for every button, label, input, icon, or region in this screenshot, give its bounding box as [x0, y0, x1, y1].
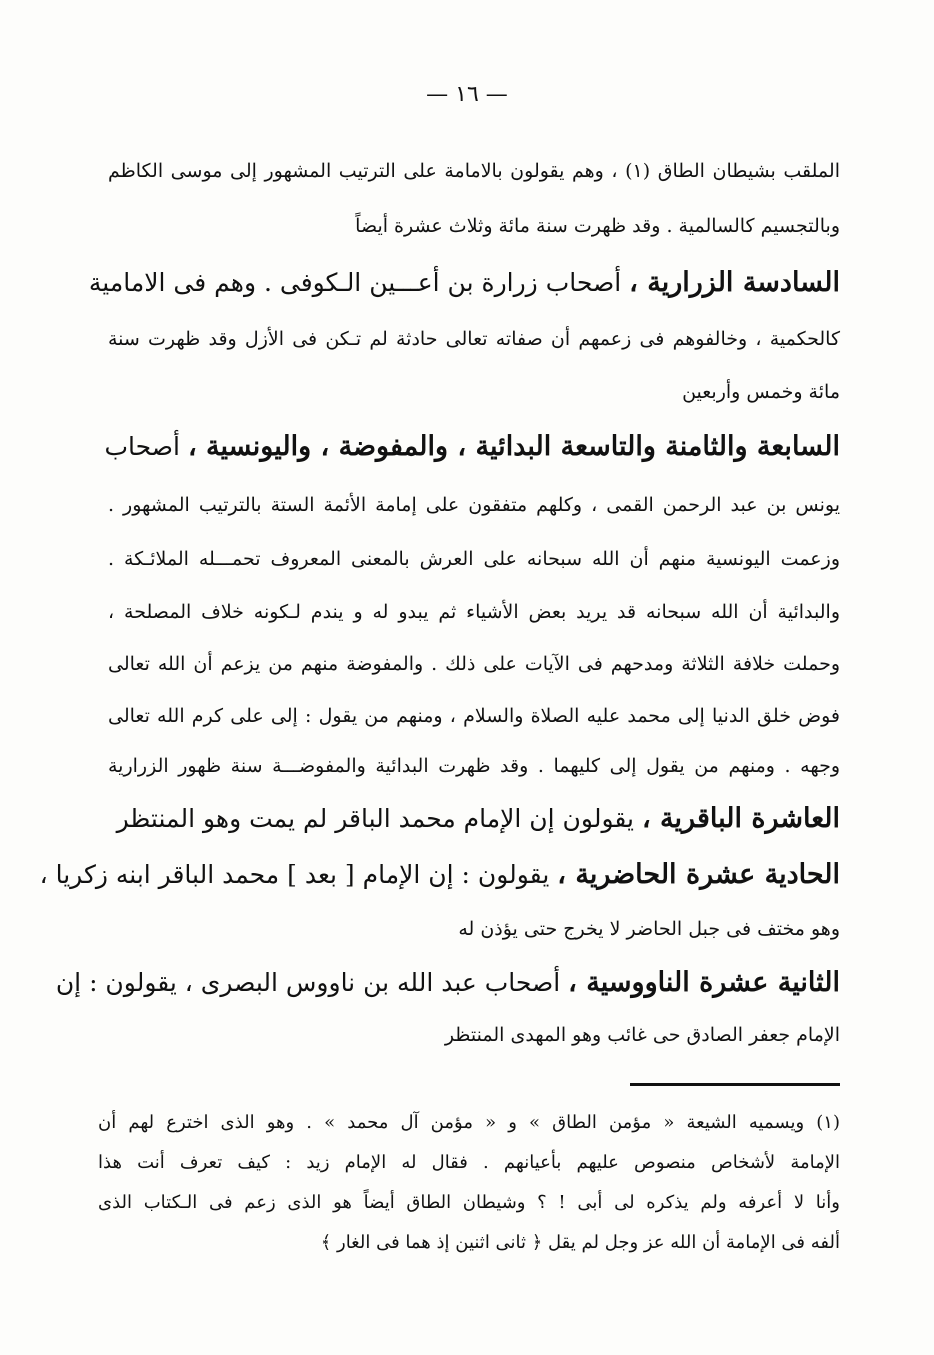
text-line-16 — [55, 967, 840, 998]
footnote-separator — [630, 1083, 840, 1086]
text-line-9: والبدائية أن الله سبحانه قد يريد بعض الأشياء ثم يبدو له و يندم لـكونه خلاف المصلحة ، — [108, 601, 840, 623]
section-heading-hadiriyya: الحادية عشرة الحاضرية ، — [557, 859, 840, 890]
footnote-line-2: الإمامة لأشخاص منصوص عليهم بأعيانهم . فقال له الإمام زيد : كيف تعرف أنت هذا — [98, 1152, 840, 1173]
text-line-14 — [39, 859, 840, 890]
text-line-13 — [108, 803, 840, 834]
section-text: أصحاب — [104, 432, 180, 461]
footnote-line-4: ألفه فى الإمامة أن الله عز وجل لم يقل ﴿ ثانى اثنين إذ هما فى الغار ﴾ — [320, 1232, 840, 1253]
text-line-1: الملقب بشيطان الطاق (١) ، وهم يقولون بالامامة على الترتيب المشهور إلى موسى الكاظم — [108, 160, 840, 182]
section-heading-zurariyya: السادسة الزرارية ، — [629, 267, 840, 298]
text-line-15: وهو مختف فى جبل الحاضر لا يخرج حتى يؤذن له — [458, 918, 840, 940]
text-line-10: وحملت خلافة الثلاثة ومدحهم فى الآيات على ذلك . والمفوضة منهم من يزعم أن الله تعالى — [108, 653, 840, 675]
section-heading-nawusiyya: الثانية عشرة الناووسية ، — [568, 967, 840, 998]
footnote-line-3: وأنا لا أعرفه ولم يذكره لى أبى ! ؟ وشيطان الطاق أيضاً هو الذى زعم فى الـكتاب الذى — [98, 1192, 840, 1213]
text-line-7: يونس بن عبد الرحمن القمى ، وكلهم متفقون على إمامة الأئمة الستة بالترتيب المشهور . — [108, 494, 840, 516]
section-heading-badaiyya: السابعة والثامنة والتاسعة البدائية ، والمفوضة ، واليونسية ، — [187, 431, 840, 462]
text-line-3 — [88, 267, 840, 298]
section-text: أصحاب عبد الله بن ناووس البصرى ، يقولون : إن — [55, 968, 561, 997]
text-line-4: كالحكمية ، وخالفوهم فى زعمهم أن صفاته تعالى حادثة لم تـكن فى الأزل وقد ظهرت سنة — [108, 328, 840, 350]
text-line-6 — [104, 431, 840, 462]
text-line-8: وزعمت اليونسية منهم أن الله سبحانه على العرش بالمعنى المعروف تحمـــله الملائـكة . — [108, 548, 840, 570]
text-line-11: فوض خلق الدنيا إلى محمد عليه الصلاة والسلام ، ومنهم من يقول : إلى على كرم الله تعالى — [108, 705, 840, 727]
text-line-17: الإمام جعفر الصادق حى غائب وهو المهدى المنتظر — [444, 1024, 840, 1046]
section-heading-baqiriyya: العاشرة الباقرية ، — [641, 803, 840, 834]
text-line-2: وبالتجسيم كالسالمية . وقد ظهرت سنة مائة وثلاث عشرة أيضاً — [355, 215, 840, 237]
text-line-5: مائة وخمس وأربعين — [682, 381, 840, 403]
page-number: — ١٦ — — [426, 82, 508, 107]
section-text: يقولون : إن الإمام [ بعد ] محمد الباقر ابنه زكريا ، — [39, 860, 550, 889]
section-text: يقولون إن الإمام محمد الباقر لم يمت وهو المنتظر — [116, 804, 634, 833]
text-line-12: وجهه . ومنهم من يقول إلى كليهما . وقد ظهرت البدائية والمفوضـــة سنة ظهور الزرارية — [108, 755, 840, 777]
section-text: أصحاب زرارة بن أعـــين الـكوفى . وهم فى الامامية — [88, 268, 622, 297]
footnote-line-1: (١) ويسميه الشيعة « مؤمن الطاق » و « مؤمن آل محمد » . وهو الذى اخترع لهم أن — [98, 1112, 840, 1133]
